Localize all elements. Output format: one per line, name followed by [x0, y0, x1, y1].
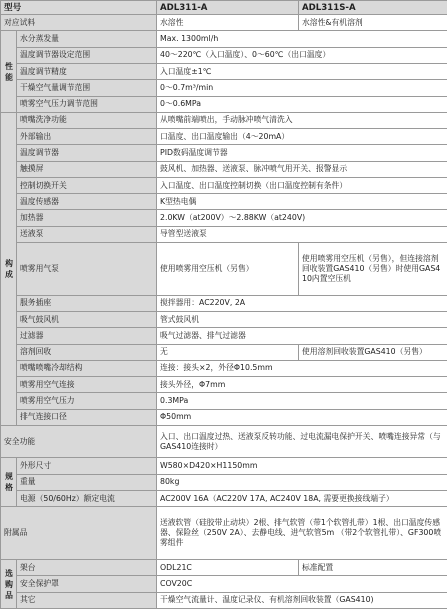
perf-label: 温度调节精度	[17, 64, 157, 80]
struct-value: 2.0KW（at200V）～2.88KW（at240V)	[157, 210, 447, 226]
row-temp-accuracy	[1, 64, 447, 80]
row-dimensions	[1, 458, 447, 474]
recovery-s: 使用溶剂回收装置GAS410（另售）	[299, 344, 447, 360]
struct-value: Φ50mm	[157, 409, 447, 425]
struct-label: 服务插座	[17, 295, 157, 311]
applicable-s: 水溶性&有机溶剂	[299, 15, 447, 31]
struct-label: 吸气鼓风机	[17, 312, 157, 328]
category-performance: 性能	[1, 31, 17, 112]
struct-value: 搅拌器用：AC220V, 2A	[157, 295, 447, 311]
row-service	[1, 295, 447, 311]
struct-value: 鼓风机、加热器、送液泵、脉冲喷气用开关、报警显示	[157, 161, 447, 177]
accessories-label: 附属品	[1, 507, 157, 560]
struct-value: 0.3MPa	[157, 393, 447, 409]
struct-value: 导管型送液泵	[157, 226, 447, 242]
category-structure: 构成	[1, 112, 17, 425]
applicable-label: 对应试料	[1, 15, 157, 31]
option-value: 干燥空气流量计、温度记录仪、有机溶剂回收装置（GAS410)	[157, 592, 447, 608]
perf-value: 入口温度±1℃	[157, 64, 447, 80]
struct-label: 喷嘴喷嘴冷却结构	[17, 360, 157, 376]
perf-value: 0～0.6MPa	[157, 96, 447, 112]
spec-value: W580×D420×H1150mm	[157, 458, 447, 474]
row-air-volume	[1, 80, 447, 96]
row-sensor	[1, 194, 447, 210]
row-ext-output	[1, 129, 447, 145]
row-recovery	[1, 344, 447, 360]
row-air-conn	[1, 377, 447, 393]
row-weight	[1, 474, 447, 490]
spec-label: 重量	[17, 474, 157, 490]
struct-label: 外部输出	[17, 129, 157, 145]
struct-value: K型热电偶	[157, 194, 447, 210]
struct-value: 管式鼓风机	[157, 312, 447, 328]
spec-value: AC200V 16A（AC220V 17A, AC240V 18A, 需要更换接线端子）	[157, 490, 447, 506]
row-heater	[1, 210, 447, 226]
struct-label: 加热器	[17, 210, 157, 226]
row-safety	[1, 425, 447, 458]
struct-value: 口温度、出口温度输出（4～20mA）	[157, 129, 447, 145]
row-touch	[1, 161, 447, 177]
struct-label: 排气连接口径	[17, 409, 157, 425]
perf-value: 0～0.7m³/min	[157, 80, 447, 96]
perf-label: 喷雾空气压力调节范围	[17, 96, 157, 112]
option-label: 架台	[17, 560, 157, 576]
stand-a: ODL21C	[157, 560, 299, 576]
option-value: COV20C	[157, 576, 447, 592]
struct-label: 溶剂回收	[17, 344, 157, 360]
header-row	[1, 1, 447, 15]
recovery-a: 无	[157, 344, 299, 360]
row-exhaust	[1, 409, 447, 425]
struct-value: 吸气过滤器、排气过滤器	[157, 328, 447, 344]
perf-value: 40～220℃（入口温度）、0～60℃（出口温度）	[157, 47, 447, 63]
header-model-label: 型号	[1, 1, 157, 15]
struct-label: 喷雾用空气连接	[17, 377, 157, 393]
option-label: 安全保护罩	[17, 576, 157, 592]
struct-value: 从喷嘴前端喷出，手动脉冲喷气清洗入	[157, 112, 447, 128]
category-specs: 规格	[1, 458, 17, 507]
header-model-s: ADL311S-A	[299, 1, 447, 15]
row-filter	[1, 328, 447, 344]
safety-value: 入口、出口温度过热、送液泵反转功能、过电流漏电保护开关、喷嘴连接异常（与GAS410连接时）	[157, 425, 447, 458]
struct-value: PID数码温度调节器	[157, 145, 447, 161]
perf-value: Max. 1300ml/h	[157, 31, 447, 47]
row-pump	[1, 226, 447, 242]
perf-label: 温度调节器设定范围	[17, 47, 157, 63]
row-accessories	[1, 507, 447, 560]
row-cooling	[1, 360, 447, 376]
category-options: 选购品	[1, 560, 17, 609]
row-nozzle-clean	[1, 112, 447, 128]
row-applicable	[1, 15, 447, 31]
header-model-a: ADL311-A	[157, 1, 299, 15]
row-ctrl-switch	[1, 177, 447, 193]
row-other	[1, 592, 447, 608]
struct-value: 入口温度、出口温度控制切换（出口温度控制有条件）	[157, 177, 447, 193]
applicable-a: 水溶性	[157, 15, 299, 31]
perf-label: 干燥空气量调节范围	[17, 80, 157, 96]
row-power	[1, 490, 447, 506]
struct-label: 控制切换开关	[17, 177, 157, 193]
row-safety-guard	[1, 576, 447, 592]
struct-label: 温度调节器	[17, 145, 157, 161]
accessories-value: 送液软管（硅胶带止动块）2根、排气软管（带1个软管扎带）1根、出口温度传感器、保险丝（250V 2A）、去静电线、进气软管5m （带2个软管扎带）、GF300喷雾组件	[157, 507, 447, 560]
spray-gas-a: 使用喷雾用空压机（另售）	[157, 242, 299, 295]
struct-label: 触摸屏	[17, 161, 157, 177]
spec-label: 外形尺寸	[17, 458, 157, 474]
row-spray-gas	[1, 242, 447, 295]
row-air-press	[1, 393, 447, 409]
spec-value: 80kg	[157, 474, 447, 490]
row-evaporation	[1, 31, 447, 47]
struct-label: 喷嘴洗净功能	[17, 112, 157, 128]
struct-label: 过滤器	[17, 328, 157, 344]
safety-label: 安全功能	[1, 425, 157, 458]
row-stand	[1, 560, 447, 576]
struct-label: 温度传感器	[17, 194, 157, 210]
struct-label: 喷雾用气泵	[17, 242, 157, 295]
perf-label: 水分蒸发量	[17, 31, 157, 47]
stand-s: 标准配置	[299, 560, 447, 576]
option-label: 其它	[17, 592, 157, 608]
row-temp-ctrl	[1, 145, 447, 161]
row-spray-pressure	[1, 96, 447, 112]
struct-label: 送液泵	[17, 226, 157, 242]
row-blower	[1, 312, 447, 328]
struct-value: 接头外径，Φ7mm	[157, 377, 447, 393]
spec-label: 电源（50/60Hz）额定电流	[17, 490, 157, 506]
struct-label: 喷雾用空气压力	[17, 393, 157, 409]
spray-gas-s: 使用喷雾用空压机（另售），但连接溶剂回收装置GAS410（另售）时使用GAS410内置空压机	[299, 242, 447, 295]
struct-value: 连接：接头×2，外径Φ10.5mm	[157, 360, 447, 376]
row-temp-range	[1, 47, 447, 63]
